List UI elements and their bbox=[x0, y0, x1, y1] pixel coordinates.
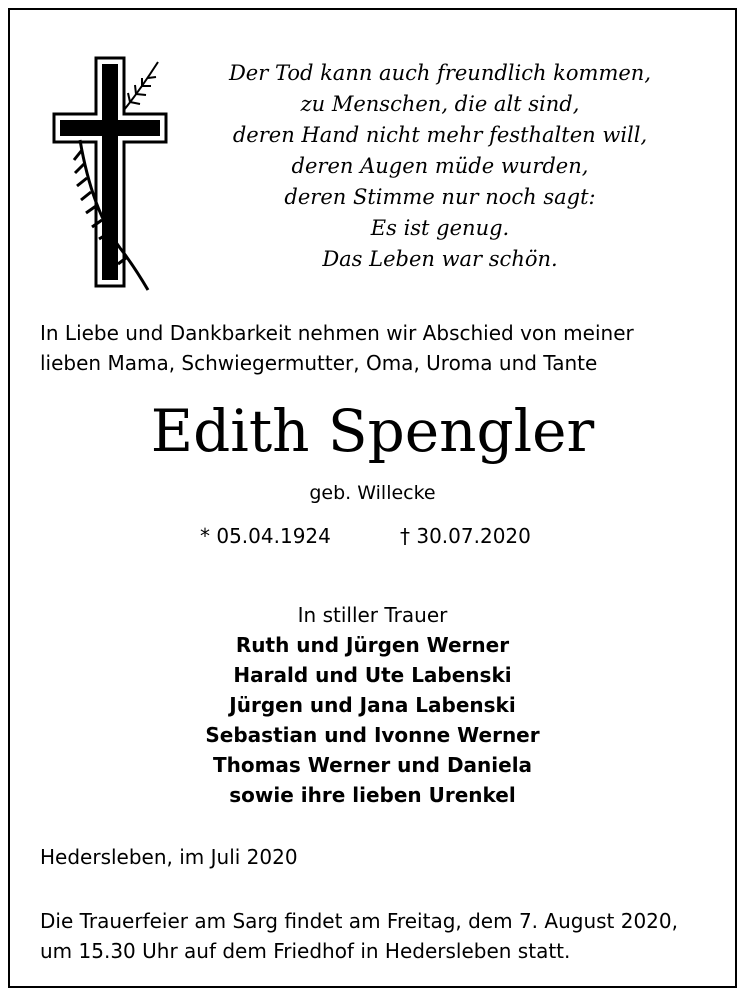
poem-line: deren Augen müde wurden, bbox=[291, 154, 589, 178]
poem-line: Das Leben war schön. bbox=[322, 247, 558, 271]
intro-line: lieben Mama, Schwiegermutter, Oma, Uroma und Tante bbox=[40, 351, 598, 375]
place-date: Hedersleben, im Juli 2020 bbox=[40, 845, 298, 869]
intro-line: In Liebe und Dankbarkeit nehmen wir Abschied von meiner bbox=[40, 321, 634, 345]
mourner: Thomas Werner und Daniela bbox=[212, 753, 533, 777]
intro-text bbox=[40, 318, 730, 378]
death-date: † 30.07.2020 bbox=[400, 524, 531, 548]
poem-line: Der Tod kann auch freundlich kommen, bbox=[228, 61, 652, 85]
deceased-name: Edith Spengler bbox=[150, 397, 595, 465]
mourner: Ruth und Jürgen Werner bbox=[235, 633, 510, 657]
birth-name: geb. Willecke bbox=[309, 482, 436, 504]
poem bbox=[180, 58, 700, 275]
mourner: Harald und Ute Labenski bbox=[233, 663, 512, 687]
service-line: um 15.30 Uhr auf dem Friedhof in Hedersleben statt. bbox=[40, 939, 571, 963]
mourning-heading: In stiller Trauer bbox=[297, 603, 448, 627]
mourner: Jürgen und Jana Labenski bbox=[229, 693, 516, 717]
poem-line: zu Menschen, die alt sind, bbox=[300, 92, 580, 116]
poem-line: deren Hand nicht mehr festhalten will, bbox=[232, 123, 648, 147]
service-line: Die Trauerfeier am Sarg findet am Freitag, dem 7. August 2020, bbox=[40, 909, 678, 933]
poem-line: deren Stimme nur noch sagt: bbox=[284, 185, 596, 209]
obituary-notice bbox=[8, 8, 737, 988]
mourner: Sebastian und Ivonne Werner bbox=[205, 723, 540, 747]
poem-line: Es ist genug. bbox=[370, 216, 510, 240]
cross-with-palm-branch-icon bbox=[44, 50, 174, 300]
funeral-service-info bbox=[40, 906, 730, 966]
birth-date: * 05.04.1924 bbox=[200, 524, 331, 548]
mourners-list bbox=[10, 600, 735, 810]
mourner: sowie ihre lieben Urenkel bbox=[229, 783, 516, 807]
